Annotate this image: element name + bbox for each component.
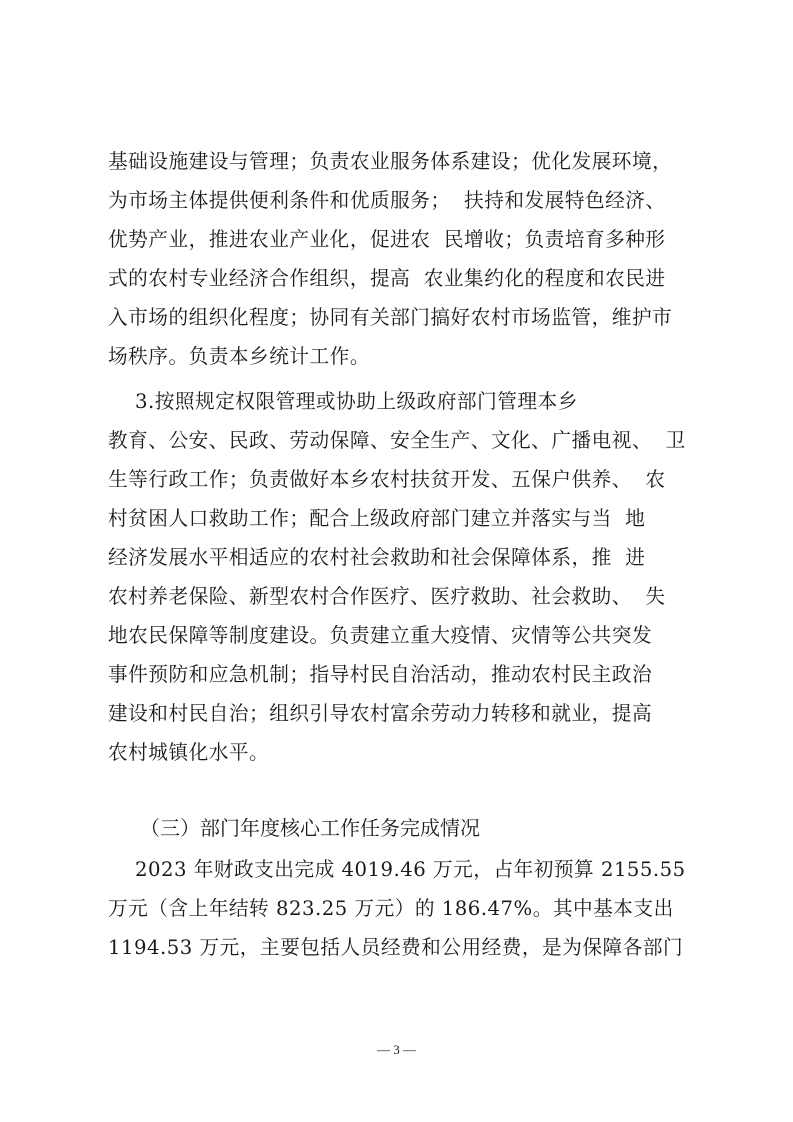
text-line: 教育、公安、民政、劳动保障、安全生产、文化、广播电视、 卫	[108, 428, 686, 452]
text-line: 入市场的组织化程度；协同有关部门搞好农村市场监管，维护市	[108, 305, 673, 329]
text-line: 式的农村专业经济合作组织，提高 农业集约化的程度和农民进	[108, 266, 666, 290]
text-line: 地农民保障等制度建设。负责建立重大疫情、灾情等公共突发	[108, 623, 653, 647]
text-line: 万元（含上年结转 823.25 万元）的 186.47%。其中基本支出	[108, 896, 674, 920]
text-line: 农村养老保险、新型农村合作医疗、医疗救助、社会救助、 失	[108, 584, 666, 608]
text-line: 经济发展水平相适应的农村社会救助和社会保障体系，推 进	[108, 545, 646, 569]
page-number: — 3 —	[377, 1042, 416, 1057]
section-heading: （三）部门年度核心工作任务完成情况	[140, 816, 480, 840]
text-line: 建设和村民自治；组织引导农村富余劳动力转移和就业，提高	[108, 701, 653, 725]
text-line: 村贫困人口救助工作；配合上级政府部门建立并落实与当 地	[108, 506, 646, 530]
text-line: 2023 年财政支出完成 4019.46 万元，占年初预算 2155.55	[108, 857, 686, 881]
text-line: 3.按照规定权限管理或协助上级政府部门管理本乡	[108, 389, 578, 413]
text-line: 为市场主体提供便利条件和优质服务； 扶持和发展特色经济、	[108, 188, 666, 212]
text-line: 基础设施建设与管理；负责农业服务体系建设；优化发展环境，	[108, 149, 673, 173]
text-line: 优势产业，推进农业产业化，促进农 民增收；负责培育多种形	[108, 227, 666, 251]
text-line: 生等行政工作；负责做好本乡农村扶贫开发、五保户供养、 农	[108, 467, 666, 491]
text-line: 农村城镇化水平。	[108, 740, 270, 764]
text-line: 事件预防和应急机制；指导村民自治活动，推动农村民主政治	[108, 662, 653, 686]
text-line: 1194.53 万元，主要包括人员经费和公用经费，是为保障各部门	[108, 935, 684, 959]
text-line: 场秩序。负责本乡统计工作。	[108, 344, 370, 368]
